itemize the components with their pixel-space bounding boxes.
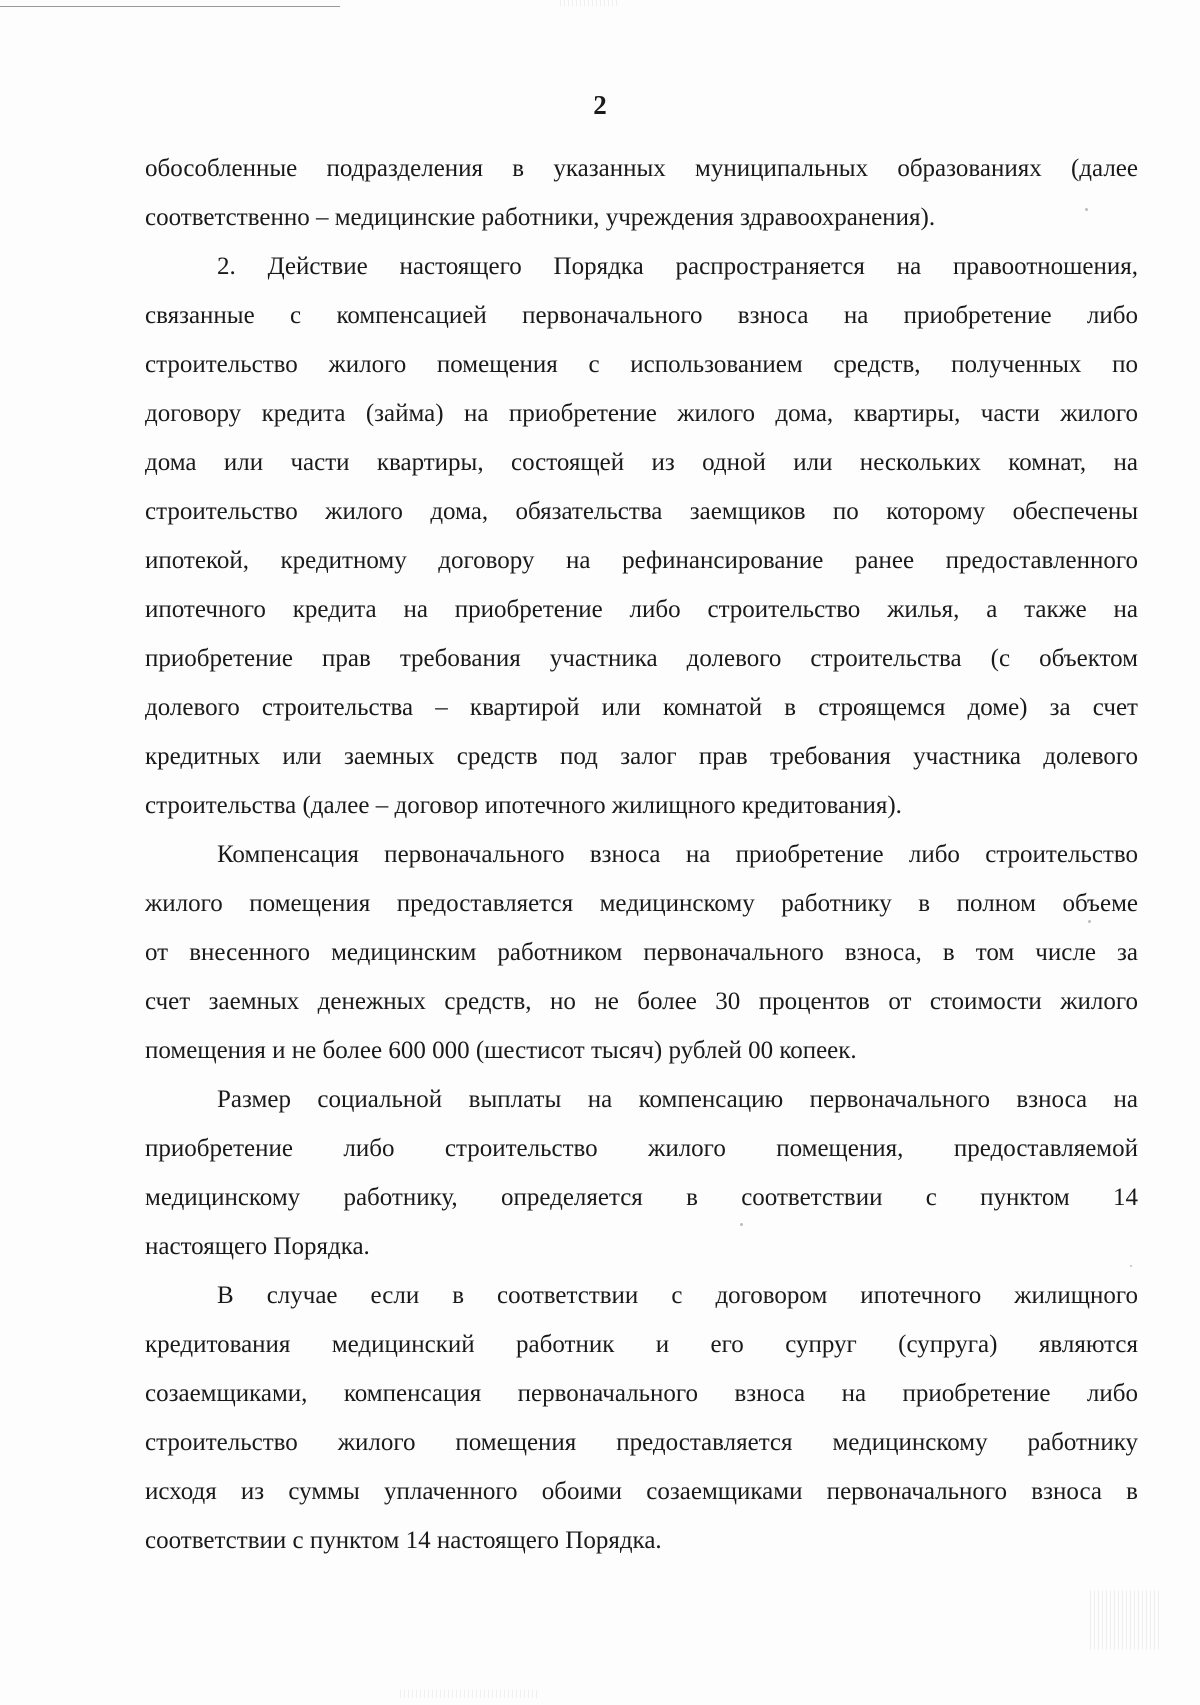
text-line: от внесенного медицинским работником первоначального взноса, в том числе за — [145, 939, 1138, 966]
text-line: кредитования медицинский работник и его супруг (супруга) являются — [145, 1331, 1138, 1358]
scan-speck — [1088, 920, 1091, 923]
paragraph — [145, 242, 1138, 830]
text-line: приобретение прав требования участника долевого строительства (с объектом — [145, 645, 1138, 672]
text-line: дома или части квартиры, состоящей из одной или нескольких комнат, на — [145, 449, 1138, 476]
text-line: жилого помещения предоставляется медицинскому работнику в полном объеме — [145, 890, 1138, 917]
text-line: обособленные подразделения в указанных муниципальных образованиях (далее — [145, 155, 1138, 182]
text-line: строительство жилого дома, обязательства заемщиков по которому обеспечены — [145, 498, 1138, 525]
text-line: договору кредита (займа) на приобретение жилого дома, квартиры, части жилого — [145, 400, 1138, 427]
scan-speck — [740, 1223, 743, 1226]
text-line: ипотечного кредита на приобретение либо строительство жилья, а также на — [145, 596, 1138, 623]
scan-speck — [1085, 208, 1088, 211]
text-line: созаемщиками, компенсация первоначального взноса на приобретение либо — [145, 1380, 1138, 1407]
page-number: 2 — [593, 90, 607, 120]
scan-noise — [400, 1690, 540, 1698]
text-line: связанные с компенсацией первоначального взноса на приобретение либо — [145, 302, 1138, 329]
text-line: В случае если в соответствии с договором ипотечного жилищного — [217, 1282, 1138, 1309]
text-line: счет заемных денежных средств, но не более 30 процентов от стоимости жилого — [145, 988, 1138, 1015]
scan-speck — [1130, 1265, 1132, 1267]
text-line: Размер социальной выплаты на компенсацию первоначального взноса на — [217, 1086, 1138, 1113]
scan-noise — [560, 0, 620, 6]
text-line: соответствии с пунктом 14 настоящего Порядка. — [145, 1527, 662, 1554]
paragraph — [145, 830, 1138, 1075]
top-edge-rule — [0, 6, 340, 7]
text-line: строительства (далее – договор ипотечного жилищного кредитования). — [145, 792, 902, 819]
scan-noise — [1090, 1590, 1160, 1650]
text-line: исходя из суммы уплаченного обоими созаемщиками первоначального взноса в — [145, 1478, 1138, 1505]
document-body — [145, 144, 1138, 1565]
text-line: кредитных или заемных средств под залог прав требования участника долевого — [145, 743, 1138, 770]
text-line: строительство жилого помещения предоставляется медицинскому работнику — [145, 1429, 1138, 1456]
text-line: 2. Действие настоящего Порядка распространяется на правоотношения, — [217, 253, 1138, 280]
text-line: настоящего Порядка. — [145, 1233, 370, 1260]
paragraph — [145, 144, 1138, 242]
text-line: Компенсация первоначального взноса на приобретение либо строительство — [217, 841, 1138, 868]
text-line: медицинскому работнику, определяется в соответствии с пунктом 14 — [145, 1184, 1138, 1211]
text-line: долевого строительства – квартирой или комнатой в строящемся доме) за счет — [145, 694, 1138, 721]
text-line: соответственно – медицинские работники, учреждения здравоохранения). — [145, 204, 936, 231]
paragraph — [145, 1271, 1138, 1565]
text-line: ипотекой, кредитному договору на рефинансирование ранее предоставленного — [145, 547, 1138, 574]
paragraph — [145, 1075, 1138, 1271]
text-line: приобретение либо строительство жилого помещения, предоставляемой — [145, 1135, 1138, 1162]
text-line: помещения и не более 600 000 (шестисот тысяч) рублей 00 копеек. — [145, 1037, 857, 1064]
text-line: строительство жилого помещения с использованием средств, полученных по — [145, 351, 1138, 378]
